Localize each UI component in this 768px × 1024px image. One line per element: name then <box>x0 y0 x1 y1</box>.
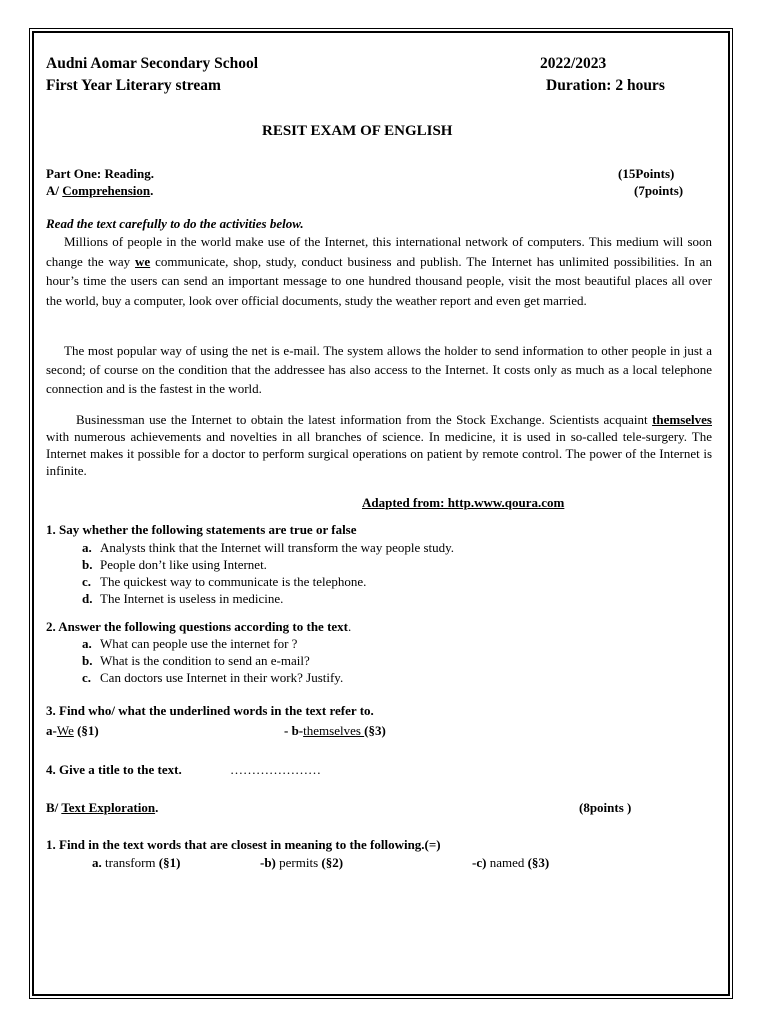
school-name: Audni Aomar Secondary School <box>46 55 259 72</box>
question-1-item: b. People don’t like using Internet. <box>82 557 267 572</box>
question-1-item: d. The Internet is useless in medicine. <box>82 591 284 606</box>
synonym-item-c: -c) named (§3) <box>472 855 550 870</box>
duration-label: Duration: 2 hours <box>546 77 665 94</box>
part-one-points: (15Points) <box>618 166 675 181</box>
p1-after: communicate, shop, study, conduct business and publish. The Internet has unlimited possibilities. In an hour’s time the users can send an important message to one hundred thousand people, visit the most beautiful places all over the world, buy a computer, look over official documents, study the weather report and even get married. <box>46 253 712 308</box>
school-year: 2022/2023 <box>540 55 607 72</box>
question-1-item: c. The quickest way to communicate is the telephone. <box>82 574 367 589</box>
section-a-prefix: A/ <box>46 183 63 198</box>
question-1-title: 1. Say whether the following statements are true or false <box>46 522 357 537</box>
text-paragraph-1 <box>46 232 712 310</box>
section-b-heading: B/ Text Exploration. <box>46 800 159 815</box>
underlined-word-themselves: themselves <box>652 412 712 427</box>
text-paragraph-3 <box>46 411 712 479</box>
question-3-part-b: - b-themselves (§3) <box>284 723 386 738</box>
stream-label: First Year Literary stream <box>46 77 221 94</box>
question-4-blank: ………………… <box>230 762 321 777</box>
section-b-question-1-title: 1. Find in the text words that are closest in meaning to the following.(=) <box>46 837 441 852</box>
instruction: Read the text carefully to do the activities below. <box>46 216 304 231</box>
question-2-item: c. Can doctors use Internet in their work? Justify. <box>82 670 344 685</box>
text-paragraph-2: The most popular way of using the net is e-mail. The system allows the holder to send information to other people in just a second; of course on the condition that the addressee has also access to the Internet. It costs only as much as a local telephone connection and is the fastest in the world. <box>46 343 712 396</box>
underlined-word-we: we <box>135 253 151 269</box>
part-one-title: Part One: Reading. <box>46 166 154 181</box>
question-3-title: 3. Find who/ what the underlined words in the text refer to. <box>46 703 374 718</box>
synonym-item-b: -b) permits (§2) <box>260 855 344 870</box>
section-a-dot: . <box>150 183 154 198</box>
section-b-title: Text Exploration <box>61 800 156 815</box>
section-b-points: (8points ) <box>579 800 632 815</box>
section-a-title: Comprehension <box>62 183 151 198</box>
question-3-part-a: a-We (§1) <box>46 723 99 738</box>
exam-title: RESIT EXAM OF ENGLISH <box>262 123 453 139</box>
text-source: Adapted from: http.www.qoura.com <box>362 495 565 510</box>
question-1-item: a. Analysts think that the Internet will transform the way people study. <box>82 540 455 555</box>
question-2-title: 2. Answer the following questions according to the text. <box>46 619 352 634</box>
p3-before: Businessman use the Internet to obtain the latest information from the Stock Exchange. Scientists acquaint <box>76 412 653 427</box>
p1-before: Millions of people in the world make use of the Internet, this international network of computers. This medium will soon change the way <box>46 234 712 269</box>
synonym-item-a: a. transform (§1) <box>92 855 181 870</box>
section-a-points: (7points) <box>634 183 684 198</box>
section-a-heading <box>46 183 153 199</box>
question-2-item: b. What is the condition to send an e-mail? <box>82 653 310 668</box>
question-2-item: a. What can people use the internet for ? <box>82 636 298 651</box>
p3-after: with numerous achievements and novelties in all branches of science. In medicine, it is used in so-called tele-surgery. The Internet makes it possible for a doctor to perform surgical operations on patient by remote control. The power of the Internet is infinite. <box>46 429 712 478</box>
question-4-title: 4. Give a title to the text. <box>46 762 182 777</box>
